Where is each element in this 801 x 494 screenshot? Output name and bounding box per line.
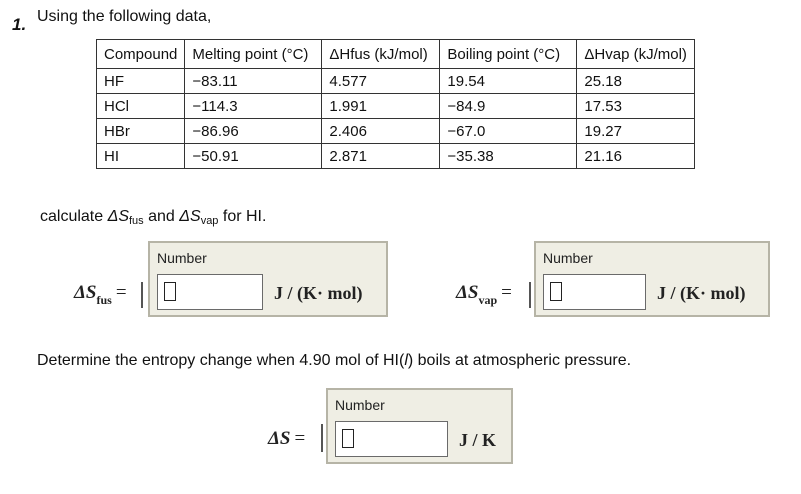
table-cell: HCl (97, 94, 185, 119)
dsfus-sub: fus (96, 293, 112, 307)
part-a-fus-sub: fus (129, 215, 144, 227)
part-a-text-after: for HI. (218, 208, 267, 225)
dsfus-symbol: ΔS (74, 282, 97, 303)
dsvap-answer-panel (534, 241, 770, 317)
table-row (97, 94, 695, 119)
table-cell: 4.577 (322, 69, 440, 94)
table-cell: −83.11 (185, 69, 322, 94)
dsvap-label (456, 282, 512, 308)
table-cell: 2.871 (322, 144, 440, 169)
ds-total-equals: = (294, 428, 306, 449)
table-cell: 17.53 (577, 94, 695, 119)
ds-total-label (268, 428, 305, 450)
dsvap-equals: = (501, 282, 512, 303)
ds-total-input-caret (342, 429, 354, 448)
header-boiling-point: Boiling point (°C) (440, 40, 577, 69)
table-cell: −35.38 (440, 144, 577, 169)
table-row (97, 69, 695, 94)
table-cell: −67.0 (440, 119, 577, 144)
table-cell: −114.3 (185, 94, 322, 119)
dsfus-equals: = (115, 282, 127, 303)
dsvap-input-caret (550, 282, 562, 301)
table-row (97, 119, 695, 144)
part-a-text-before: calculate (40, 208, 108, 225)
table-cell: HBr (97, 119, 185, 144)
part-a-instruction (40, 208, 266, 227)
table-cell: 25.18 (577, 69, 695, 94)
part-a-vap-symbol: ΔS (179, 208, 201, 225)
part-a-vap-sub: vap (200, 215, 219, 227)
dsfus-input[interactable] (157, 274, 263, 310)
ds-total-input[interactable] (335, 421, 448, 457)
table-cell: 19.54 (440, 69, 577, 94)
dsfus-input-caret (164, 282, 176, 301)
dsfus-unit: J / (K· mol) (274, 283, 363, 303)
ds-total-unit: J / K (459, 430, 497, 450)
table-cell: −84.9 (440, 94, 577, 119)
table-cell: HI (97, 144, 185, 169)
dsvap-input[interactable] (543, 274, 646, 310)
part-a-text-and: and (143, 208, 180, 225)
part-a-fus-symbol: ΔS (107, 208, 129, 225)
question-intro: Using the following data, (37, 8, 212, 25)
header-dhfus: ΔHfus (kJ/mol) (322, 40, 440, 69)
part-b-instruction (37, 352, 631, 370)
question-number: 1. (12, 15, 27, 34)
part-b-text-prefix: Determine the entropy change when 4.90 mol of HI( (37, 352, 405, 369)
table-header-row (97, 40, 695, 69)
dsvap-symbol: ΔS (456, 282, 479, 303)
table-cell: 2.406 (322, 119, 440, 144)
table-cell: HF (97, 69, 185, 94)
table-cell: 19.27 (577, 119, 695, 144)
table-cell: −86.96 (185, 119, 322, 144)
dsvap-unit: J / (K· mol) (657, 283, 746, 303)
data-table (96, 39, 695, 169)
table-cell: 1.991 (322, 94, 440, 119)
dsfus-panel-title: Number (157, 250, 207, 266)
dsfus-label (74, 282, 127, 308)
header-melting-point: Melting point (°C) (185, 40, 322, 69)
ds-total-panel-title: Number (335, 397, 385, 413)
header-dhvap: ΔHvap (kJ/mol) (577, 40, 695, 69)
table-cell: −50.91 (185, 144, 322, 169)
dsvap-bracket-left (529, 282, 531, 308)
dsfus-answer-panel (148, 241, 388, 317)
dsvap-panel-title: Number (543, 250, 593, 266)
table-row (97, 144, 695, 169)
table-cell: 21.16 (577, 144, 695, 169)
part-b-text-suffix: ) boils at atmospheric pressure. (407, 352, 632, 369)
ds-total-symbol: ΔS (268, 428, 291, 449)
ds-total-answer-panel (326, 388, 513, 464)
dsfus-bracket-left (141, 282, 143, 308)
part-b-state: l (404, 352, 408, 369)
header-compound: Compound (97, 40, 185, 69)
ds-total-bracket-left (321, 424, 323, 452)
dsvap-sub: vap (478, 293, 498, 307)
